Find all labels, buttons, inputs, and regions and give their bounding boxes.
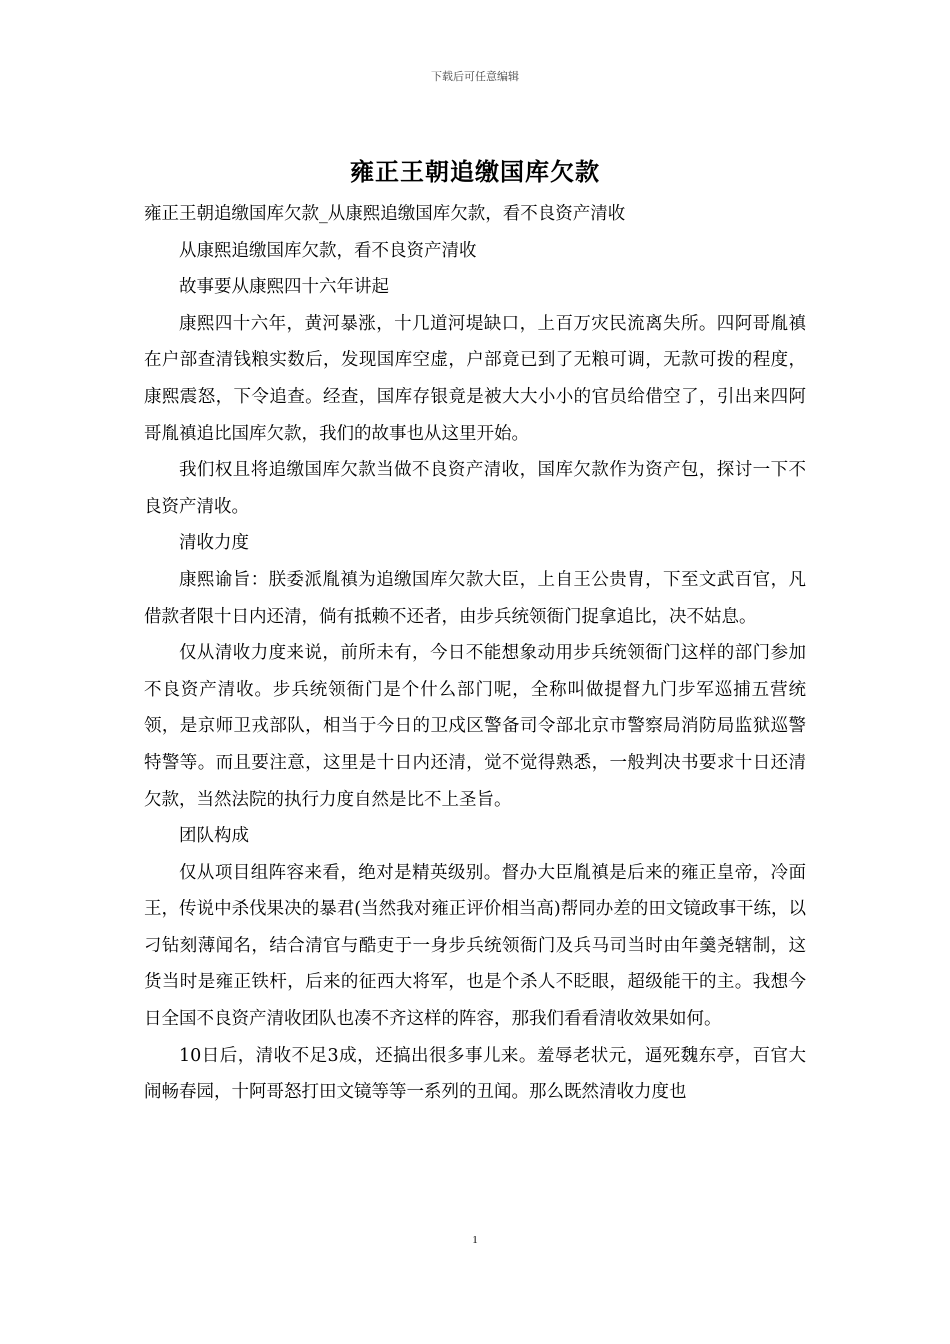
paragraph: 仅从清收力度来说，前所未有，今日不能想象动用步兵统领衙门这样的部门参加不良资产清收。步兵统领衙门是个什么部门呢，全称叫做提督九门步军巡捕五营统领，是京师卫戎部队，相当于今日的卫戍区警备司令部北京市警察局消防局监狱巡警特警等。而且要注意，这里是十日内还清，觉不觉得熟悉，一般判决书要求十日还清欠款，当然法院的执行力度自然是比不上圣旨。 [144,643,806,810]
paragraph: 我们权且将追缴国库欠款当做不良资产清收，国库欠款作为资产包，探讨一下不良资产清收。 [144,460,806,517]
paragraph: 从康熙追缴国库欠款，看不良资产清收 [179,240,477,261]
paragraph: 雍正王朝追缴国库欠款_从康熙追缴国库欠款，看不良资产清收 [144,204,626,224]
paragraph: 10日后，清收不足3成，还搞出很多事儿来。羞辱老状元，逼死魏东亭，百官大闹畅春园，十阿哥怒打田文镜等等一系列的丑闻。那么既然清收力度也 [144,1045,806,1103]
section-heading: 团队构成 [179,826,249,847]
page-header-note: 下载后可任意编辑 [431,70,519,83]
document-body [144,196,806,1111]
paragraph: 康熙四十六年，黄河暴涨，十几道河堤缺口，上百万灾民流离失所。四阿哥胤禛在户部查清钱粮实数后，发现国库空虚，户部竟已到了无粮可调，无款可拨的程度，康熙震怒，下令追查。经查，国库存银竟是被大大小小的官员给借空了，引出来四阿哥胤禛追比国库欠款，我们的故事也从这里开始。 [144,313,806,444]
section-heading: 清收力度 [179,533,249,554]
paragraph: 康熙谕旨：朕委派胤禛为追缴国库欠款大臣，上自王公贵胄，下至文武百官，凡借款者限十日内还清，倘有抵赖不还者，由步兵统领衙门捉拿追比，决不姑息。 [144,569,806,627]
page-number: 1 [472,1234,478,1246]
document-title: 雍正王朝追缴国库欠款 [350,158,600,186]
paragraph: 仅从项目组阵容来看，绝对是精英级别。督办大臣胤禛是后来的雍正皇帝，冷面王，传说中杀伐果决的暴君(当然我对雍正评价相当高)帮同办差的田文镜政事干练，以刁钻刻薄闻名，结合清官与酷吏于一身步兵统领衙门及兵马司当时由年羹尧辖制，这货当时是雍正铁杆，后来的征西大将军，也是个杀人不眨眼，超级能干的主。我想今日全国不良资产清收团队也凑不齐这样的阵容，那我们看看清收效果如何。 [144,862,806,1030]
paragraph: 故事要从康熙四十六年讲起 [179,277,389,298]
